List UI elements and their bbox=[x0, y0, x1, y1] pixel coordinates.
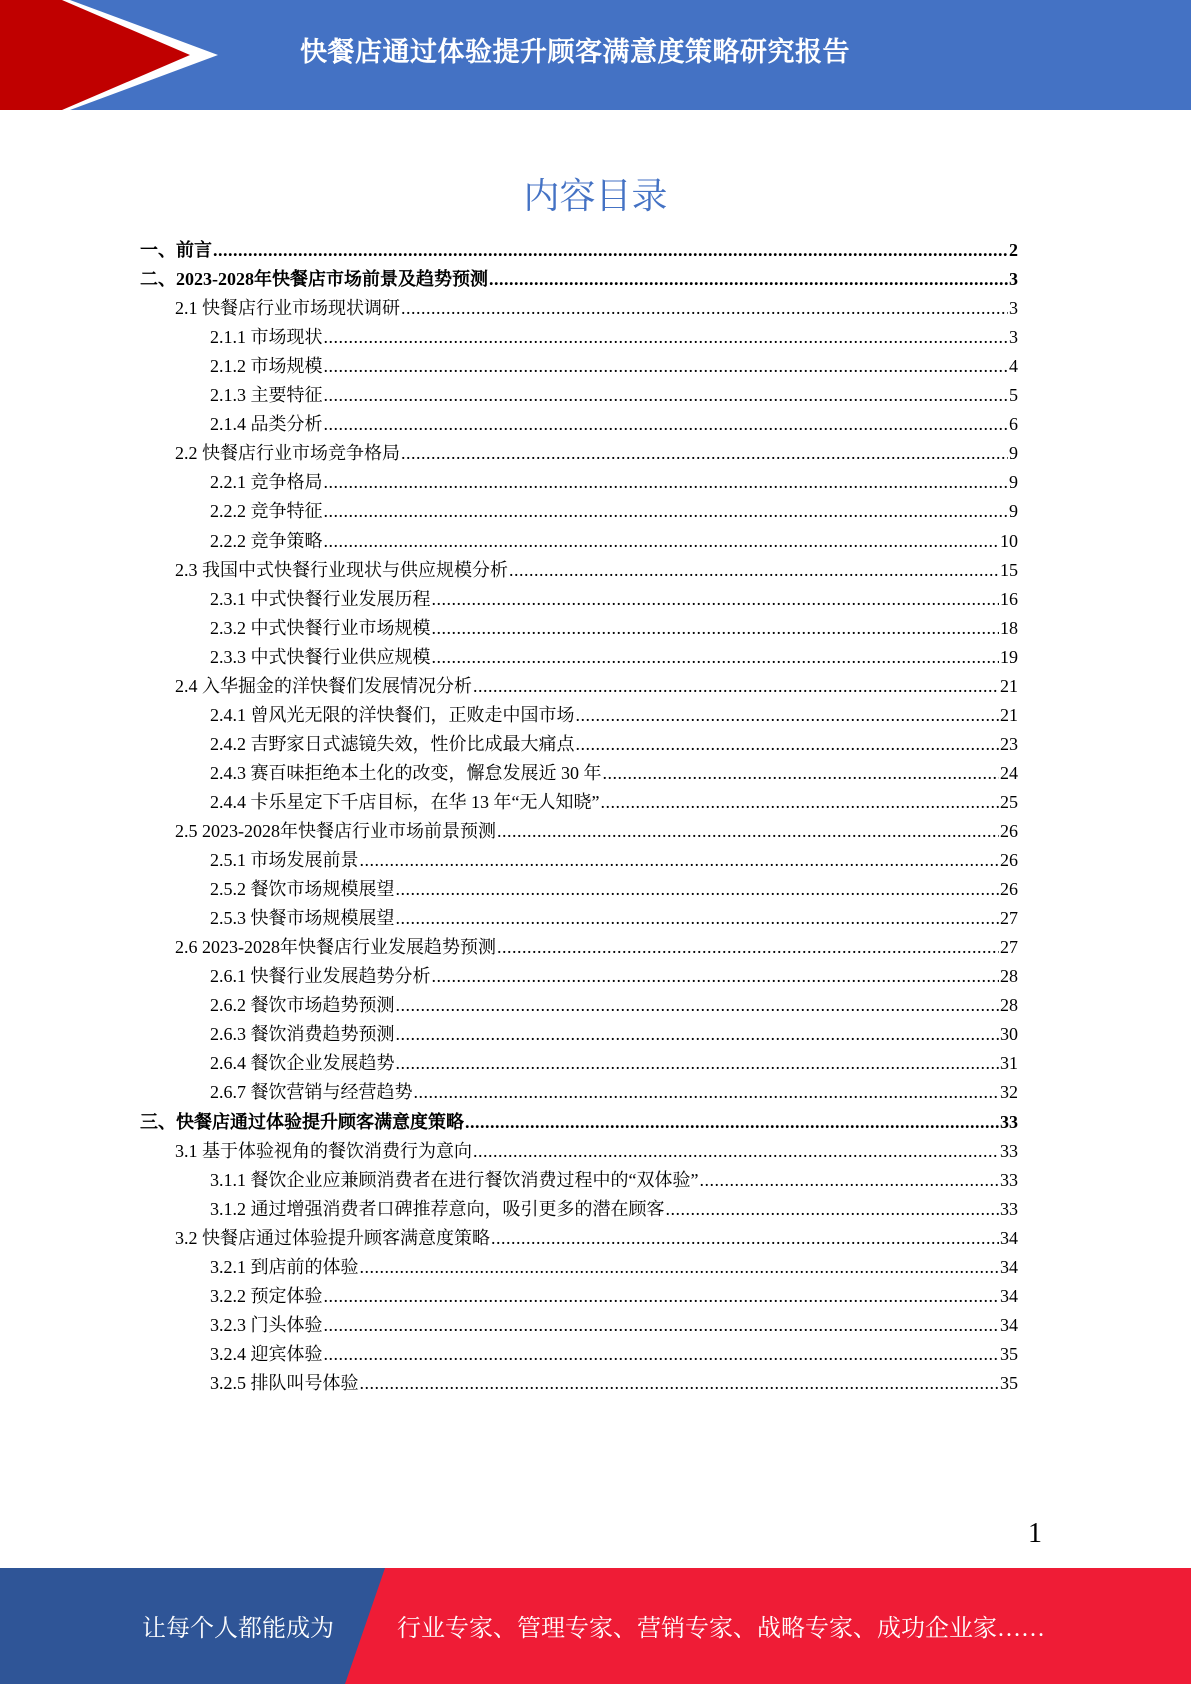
toc-entry-page: 26 bbox=[1000, 879, 1018, 900]
toc-entry-page: 23 bbox=[1000, 733, 1018, 754]
toc-entry[interactable] bbox=[175, 294, 1018, 323]
toc-entry-label: 2.3.2 中式快餐行业市场规模 bbox=[210, 617, 431, 638]
toc-entry-label: 2.5.1 市场发展前景 bbox=[210, 850, 359, 871]
toc-entry-page: 9 bbox=[1009, 472, 1018, 493]
toc-entry[interactable] bbox=[175, 556, 1018, 585]
toc-entry-label: 2.6.4 餐饮企业发展趋势 bbox=[210, 1053, 395, 1074]
toc-entry[interactable] bbox=[175, 1224, 1018, 1253]
toc-entry-label: 二、2023-2028年快餐店市场前景及趋势预测 bbox=[140, 269, 488, 290]
toc-entry-label: 2.1.2 市场规模 bbox=[210, 356, 323, 377]
toc-entry-page: 15 bbox=[1000, 559, 1018, 580]
toc-entry-page: 33 bbox=[1000, 1140, 1018, 1161]
toc-entry-page: 3 bbox=[1009, 269, 1018, 290]
toc-entry[interactable] bbox=[210, 701, 1018, 730]
toc-dot-leader bbox=[396, 875, 1000, 904]
toc-entry[interactable] bbox=[140, 1108, 1018, 1137]
toc-dot-leader bbox=[497, 933, 999, 962]
toc-entry-page: 3 bbox=[1009, 327, 1018, 348]
toc-entry-page: 9 bbox=[1009, 443, 1018, 464]
toc-entry-page: 34 bbox=[1000, 1314, 1018, 1335]
toc-entry-page: 33 bbox=[1000, 1169, 1018, 1190]
page-number: 1 bbox=[1028, 1518, 1042, 1549]
toc-dot-leader bbox=[603, 759, 1000, 788]
toc-entry-label: 3.2.3 门头体验 bbox=[210, 1314, 323, 1335]
toc-entry-label: 2.2 快餐店行业市场竞争格局 bbox=[175, 443, 400, 464]
toc-entry-page: 3 bbox=[1009, 298, 1018, 319]
toc-dot-leader bbox=[396, 1049, 1000, 1078]
toc-entry-label: 2.3.1 中式快餐行业发展历程 bbox=[210, 588, 431, 609]
toc-entry-page: 4 bbox=[1009, 356, 1018, 377]
toc-entry[interactable] bbox=[210, 1195, 1018, 1224]
toc-dot-leader bbox=[324, 468, 1009, 497]
toc-entry-page: 21 bbox=[1000, 675, 1018, 696]
toc-entry-page: 34 bbox=[1000, 1227, 1018, 1248]
toc-entry-label: 2.4.3 赛百味拒绝本土化的改变，懈怠发展近 30 年 bbox=[210, 762, 602, 783]
toc-entry[interactable] bbox=[210, 1282, 1018, 1311]
toc-heading: 内容目录 bbox=[523, 176, 668, 217]
toc-entry[interactable] bbox=[210, 410, 1018, 439]
toc-entry-page: 10 bbox=[1000, 530, 1018, 551]
toc-entry[interactable] bbox=[210, 1369, 1018, 1398]
toc-entry-page: 18 bbox=[1000, 617, 1018, 638]
toc-dot-leader bbox=[324, 323, 1009, 352]
toc-entry[interactable] bbox=[210, 1311, 1018, 1340]
toc-entry-page: 35 bbox=[1000, 1343, 1018, 1364]
toc-entry-page: 16 bbox=[1000, 588, 1018, 609]
toc-dot-leader bbox=[414, 1078, 1000, 1107]
toc-entry-page: 26 bbox=[1000, 850, 1018, 871]
toc-dot-leader bbox=[360, 1253, 1000, 1282]
header-chevron bbox=[0, 0, 62, 110]
toc-dot-leader bbox=[324, 410, 1009, 439]
toc-entry-label: 2.5 2023-2028年快餐店行业市场前景预测 bbox=[175, 821, 496, 841]
toc-dot-leader bbox=[432, 962, 1000, 991]
toc-entry[interactable] bbox=[210, 730, 1018, 759]
page-header bbox=[0, 0, 1191, 110]
toc-entry-page: 33 bbox=[1000, 1198, 1018, 1219]
toc-entry[interactable] bbox=[210, 962, 1018, 991]
toc-dot-leader bbox=[666, 1195, 1000, 1224]
toc-entry-page: 31 bbox=[1000, 1053, 1018, 1074]
toc-entry-page: 19 bbox=[1000, 646, 1018, 667]
toc-entry-page: 27 bbox=[1000, 908, 1018, 929]
toc-entry-label: 2.2.2 竞争策略 bbox=[210, 530, 323, 551]
toc-entry-page: 21 bbox=[1000, 704, 1018, 725]
toc-entry-label: 2.3.3 中式快餐行业供应规模 bbox=[210, 646, 431, 667]
toc-entry-label: 3.2 快餐店通过体验提升顾客满意度策略 bbox=[175, 1227, 490, 1248]
toc-entry-page: 34 bbox=[1000, 1285, 1018, 1306]
toc-entry-page: 9 bbox=[1009, 501, 1018, 522]
toc-entry-page: 2 bbox=[1009, 240, 1018, 260]
toc-entry-label: 2.4 入华掘金的洋快餐们发展情况分析 bbox=[175, 675, 472, 696]
toc-entry-label: 2.6.3 餐饮消费趋势预测 bbox=[210, 1024, 395, 1045]
toc-entry-label: 3.1.2 通过增强消费者口碑推荐意向，吸引更多的潜在顾客 bbox=[210, 1198, 665, 1219]
toc-dot-leader bbox=[509, 556, 999, 585]
toc-entry-label: 2.6.7 餐饮营销与经营趋势 bbox=[210, 1082, 413, 1103]
toc-dot-leader bbox=[401, 294, 1008, 323]
toc-entry[interactable] bbox=[210, 527, 1018, 556]
toc-entry[interactable] bbox=[210, 643, 1018, 672]
toc-entry[interactable] bbox=[175, 439, 1018, 468]
toc-dot-leader bbox=[432, 614, 1000, 643]
toc-entry-page: 24 bbox=[1000, 762, 1018, 783]
toc-entry-page: 30 bbox=[1000, 1024, 1018, 1045]
toc-entry[interactable] bbox=[210, 585, 1018, 614]
toc-dot-leader bbox=[324, 527, 1000, 556]
toc-dot-leader bbox=[489, 265, 1008, 294]
toc-entry[interactable] bbox=[140, 236, 1018, 265]
toc-dot-leader bbox=[324, 352, 1009, 381]
toc-entry-label: 2.1.1 市场现状 bbox=[210, 327, 323, 348]
toc-entry-label: 2.5.3 快餐市场规模展望 bbox=[210, 908, 395, 929]
toc-dot-leader bbox=[576, 701, 1000, 730]
toc-entry-label: 2.6 2023-2028年快餐店行业发展趋势预测 bbox=[175, 937, 496, 958]
toc-dot-leader bbox=[497, 817, 999, 846]
toc-dot-leader bbox=[324, 497, 1009, 526]
toc-entry-page: 6 bbox=[1009, 414, 1018, 435]
toc-dot-leader bbox=[401, 439, 1008, 468]
toc-entry-label: 2.1.3 主要特征 bbox=[210, 385, 323, 406]
toc-entry-page: 32 bbox=[1000, 1082, 1018, 1103]
toc-entry-label: 2.4.2 吉野家日式滤镜失效，性价比成最大痛点 bbox=[210, 733, 575, 754]
toc-entry-page: 28 bbox=[1000, 966, 1018, 987]
toc-entry-label: 2.4.4 卡乐星定下千店目标，在华 13 年“无人知晓” bbox=[210, 791, 600, 812]
toc-dot-leader bbox=[576, 730, 1000, 759]
toc-dot-leader bbox=[491, 1224, 999, 1253]
toc-entry-label: 2.5.2 餐饮市场规模展望 bbox=[210, 879, 395, 900]
toc-dot-leader bbox=[360, 846, 1000, 875]
toc-dot-leader bbox=[396, 991, 1000, 1020]
toc-entry-label: 2.1.4 品类分析 bbox=[210, 414, 323, 435]
toc-entry[interactable] bbox=[210, 614, 1018, 643]
toc-dot-leader bbox=[213, 236, 1008, 265]
toc-entry-label: 3.2.5 排队叫号体验 bbox=[210, 1372, 359, 1393]
toc-entry[interactable] bbox=[210, 1049, 1018, 1078]
toc-entry-label: 3.1 基于体验视角的餐饮消费行为意向 bbox=[175, 1140, 472, 1161]
toc-entry[interactable] bbox=[175, 1137, 1018, 1166]
toc-entry-label: 2.2.1 竞争格局 bbox=[210, 472, 323, 493]
toc-entry[interactable] bbox=[210, 1253, 1018, 1282]
toc-entry-label: 2.2.2 竞争特征 bbox=[210, 501, 323, 522]
toc-entry[interactable] bbox=[175, 817, 1018, 846]
toc-entry-label: 2.3 我国中式快餐行业现状与供应规模分析 bbox=[175, 559, 508, 580]
toc-entry-page: 5 bbox=[1009, 385, 1018, 406]
toc-entry[interactable] bbox=[210, 846, 1018, 875]
toc-entry-page: 25 bbox=[1000, 791, 1018, 812]
toc-dot-leader bbox=[465, 1108, 999, 1137]
footer-slogan-right: 行业专家、管理专家、营销专家、战略专家、成功企业家…… bbox=[397, 1616, 1045, 1642]
toc-dot-leader bbox=[600, 788, 999, 817]
toc-entry-page: 27 bbox=[1000, 937, 1018, 958]
toc-entry[interactable] bbox=[175, 933, 1018, 962]
toc-dot-leader bbox=[432, 643, 1000, 672]
toc-entry[interactable] bbox=[210, 875, 1018, 904]
toc-dot-leader bbox=[360, 1369, 1000, 1398]
toc-dot-leader bbox=[324, 381, 1009, 410]
toc-entry[interactable] bbox=[210, 1078, 1018, 1107]
toc-entry[interactable] bbox=[210, 788, 1018, 817]
toc-entry-label: 一、前言 bbox=[140, 240, 212, 260]
toc-entry-label: 2.6.2 餐饮市场趋势预测 bbox=[210, 995, 395, 1016]
toc-dot-leader bbox=[473, 672, 999, 701]
toc-dot-leader bbox=[699, 1166, 999, 1195]
toc-entry-label: 三、快餐店通过体验提升顾客满意度策略 bbox=[140, 1111, 464, 1132]
toc-entry[interactable] bbox=[210, 991, 1018, 1020]
header-chevron-tip bbox=[62, 0, 190, 110]
toc-entry-label: 3.2.4 迎宾体验 bbox=[210, 1343, 323, 1364]
toc-entry-page: 26 bbox=[1000, 821, 1018, 841]
toc-entry-label: 2.6.1 快餐行业发展趋势分析 bbox=[210, 966, 431, 987]
toc-entry[interactable] bbox=[210, 323, 1018, 352]
toc-entry-label: 3.1.1 餐饮企业应兼顾消费者在进行餐饮消费过程中的“双体验” bbox=[210, 1169, 699, 1190]
toc-entry[interactable] bbox=[210, 381, 1018, 410]
toc-entry-page: 33 bbox=[1000, 1111, 1018, 1132]
toc-entry[interactable] bbox=[175, 672, 1018, 701]
toc-entry-page: 28 bbox=[1000, 995, 1018, 1016]
toc-entry[interactable] bbox=[210, 904, 1018, 933]
toc-dot-leader bbox=[432, 585, 1000, 614]
toc-entry[interactable] bbox=[210, 1166, 1018, 1195]
toc-entry[interactable] bbox=[210, 1020, 1018, 1049]
toc-entry-label: 2.1 快餐店行业市场现状调研 bbox=[175, 298, 400, 319]
toc-entry[interactable] bbox=[210, 759, 1018, 788]
toc-entry-label: 2.4.1 曾风光无限的洋快餐们，正败走中国市场 bbox=[210, 704, 575, 725]
report-title: 快餐店通过体验提升顾客满意度策略研究报告 bbox=[300, 37, 850, 68]
toc-entry[interactable] bbox=[140, 265, 1018, 294]
page-footer bbox=[0, 1568, 1191, 1684]
toc-entry[interactable] bbox=[210, 497, 1018, 526]
toc-entry-page: 34 bbox=[1000, 1256, 1018, 1277]
toc-entry[interactable] bbox=[210, 468, 1018, 497]
footer-slogan-left: 让每个人都能成为 bbox=[142, 1616, 334, 1642]
toc-dot-leader bbox=[473, 1137, 999, 1166]
toc-entry-label: 3.2.1 到店前的体验 bbox=[210, 1256, 359, 1277]
toc-dot-leader bbox=[324, 1282, 1000, 1311]
toc-entry-label: 3.2.2 预定体验 bbox=[210, 1285, 323, 1306]
toc-dot-leader bbox=[396, 1020, 1000, 1049]
toc-entry-page: 35 bbox=[1000, 1372, 1018, 1393]
toc-entry[interactable] bbox=[210, 1340, 1018, 1369]
toc-entry[interactable] bbox=[210, 352, 1018, 381]
toc-dot-leader bbox=[324, 1311, 1000, 1340]
toc-dot-leader bbox=[324, 1340, 1000, 1369]
toc-dot-leader bbox=[396, 904, 1000, 933]
